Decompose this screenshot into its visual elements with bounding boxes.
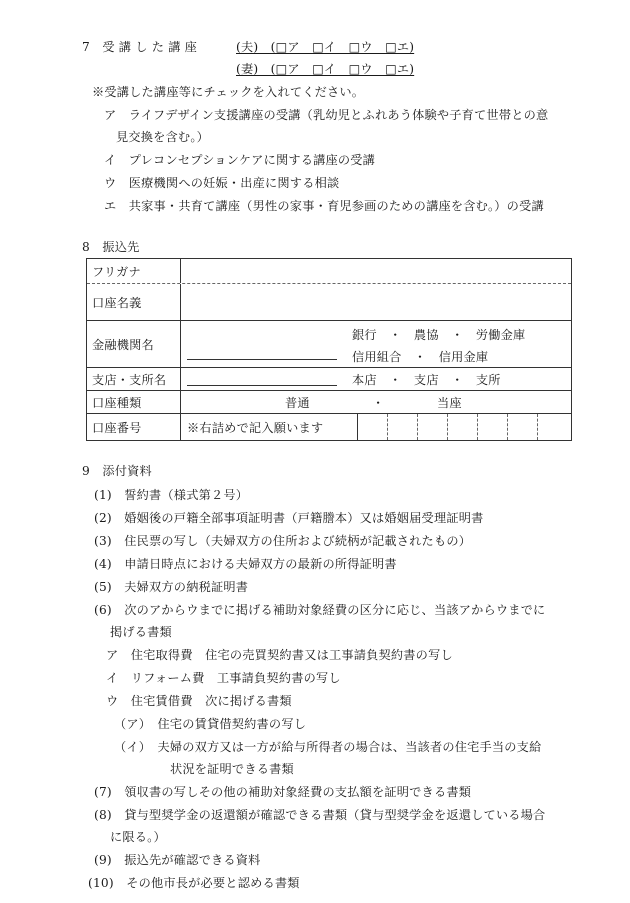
account-name-row (87, 284, 571, 321)
furigana-label: フリガナ (87, 259, 181, 283)
attachment-8-cont: に限る。） (110, 830, 166, 844)
course-item-e: エ 共家事・共育て講座（男性の家事・育児参画のための講座を含む。）の受講 (104, 199, 544, 213)
attachment-6-u-a: （ア） 住宅の賃貸借契約書の写し (114, 717, 307, 731)
account-type-label: 口座種類 (87, 391, 181, 413)
account-name-label: 口座名義 (87, 284, 181, 320)
account-name-field[interactable] (182, 284, 571, 320)
attachment-1: (1) 誓約書（様式第２号） (94, 488, 249, 502)
furigana-row (87, 259, 571, 284)
bank-types-line1[interactable]: 銀行 ・ 農協 ・ 労働金庫 (352, 328, 526, 342)
husband-course-checks[interactable]: (夫) (□ア □イ □ウ □エ) (236, 40, 415, 54)
course-item-a-cont: 見交換を含む。） (116, 130, 209, 144)
digit-box-5[interactable] (477, 414, 478, 440)
wife-course-checks[interactable]: (妻) (□ア □イ □ウ □エ) (236, 62, 415, 76)
account-number-row (87, 414, 571, 440)
type-separator: ・ (372, 396, 385, 410)
section8-heading: 8 振込先 (82, 240, 140, 254)
branch-name-field[interactable] (187, 373, 337, 386)
account-number-note: ※右詰めで記入願います (187, 421, 324, 435)
bank-name-field[interactable] (187, 347, 337, 360)
attachment-5: (5) 夫婦双方の納税証明書 (94, 580, 249, 594)
section7-note: ※受講した講座等にチェックを入れてください。 (92, 85, 365, 99)
course-item-i: イ プレコンセプションケアに関する講座の受講 (104, 153, 376, 167)
account-number-label: 口座番号 (87, 414, 181, 440)
digit-box-7[interactable] (537, 414, 538, 440)
attachment-9: (9) 振込先が確認できる資料 (94, 853, 261, 867)
digit-box-1[interactable] (357, 414, 358, 440)
course-item-u: ウ 医療機関への妊娠・出産に関する相談 (104, 176, 340, 190)
digit-box-6[interactable] (507, 414, 508, 440)
attachment-6-u-i: （イ） 夫婦の双方又は一方が給与所得者の場合は、当該者の住宅手当の支給 (114, 740, 542, 754)
attachment-6-i: イ リフォーム費 工事請負契約書の写し (106, 671, 341, 685)
digit-box-2[interactable] (387, 414, 388, 440)
bank-cell (182, 321, 571, 367)
type-current[interactable]: 当座 (437, 396, 462, 410)
attachment-3: (3) 住民票の写し（夫婦双方の住所および続柄が記載されたもの） (94, 534, 472, 548)
branch-label: 支店・支所名 (87, 368, 181, 390)
attachment-6-u-i-cont: 状況を証明できる書類 (170, 762, 294, 776)
attachment-6: (6) 次のアからウまでに掲げる補助対象経費の区分に応じ、当該アからウまでに (94, 603, 546, 617)
attachment-8: (8) 貸与型奨学金の返還額が確認できる書類（貸与型奨学金を返還している場合 (94, 808, 546, 822)
attachment-4: (4) 申請日時点における夫婦双方の最新の所得証明書 (94, 557, 397, 571)
account-type-row (87, 391, 571, 414)
attachment-6-cont: 掲げる書類 (110, 625, 172, 639)
attachment-2: (2) 婚姻後の戸籍全部事項証明書（戸籍謄本）又は婚姻届受理証明書 (94, 511, 484, 525)
branch-row (87, 368, 571, 391)
section7-heading: 7 受 講 し た 講 座 (82, 40, 198, 54)
branch-cell (182, 368, 571, 390)
bank-account-table (86, 258, 572, 441)
account-number-cell (182, 414, 571, 440)
branch-types[interactable]: 本店 ・ 支店 ・ 支所 (352, 373, 501, 387)
course-item-a: ア ライフデザイン支援講座の受講（乳幼児とふれあう体験や子育て世帯との意 (104, 108, 549, 122)
furigana-field[interactable] (182, 259, 571, 283)
digit-box-4[interactable] (447, 414, 448, 440)
type-normal[interactable]: 普通 (285, 396, 310, 410)
section9-heading: 9 添付資料 (82, 464, 152, 478)
bank-row (87, 321, 571, 368)
attachment-6-u: ウ 住宅賃借費 次に掲げる書類 (106, 694, 292, 708)
bank-types-line2[interactable]: 信用組合 ・ 信用金庫 (352, 350, 489, 364)
attachment-7: (7) 領収書の写しその他の補助対象経費の支払額を証明できる書類 (94, 785, 472, 799)
bank-label: 金融機関名 (87, 321, 181, 367)
digit-box-3[interactable] (417, 414, 418, 440)
account-type-cell (182, 391, 571, 413)
attachment-10: (10) その他市長が必要と認める書類 (88, 876, 300, 890)
attachment-6-a: ア 住宅取得費 住宅の売買契約書又は工事請負契約書の写し (106, 648, 453, 662)
